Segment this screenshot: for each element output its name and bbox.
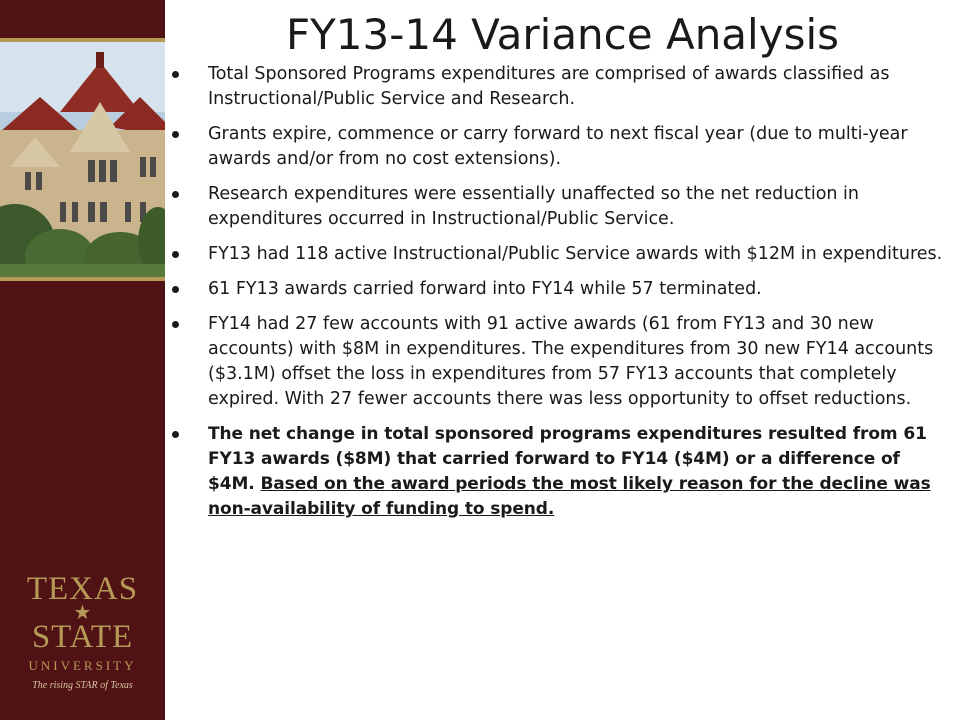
bullet-text: Total Sponsored Programs expenditures are comprised of awards classified as Instructional/Public Service and Research. (208, 64, 890, 109)
sidebar (0, 0, 165, 720)
logo-state: STATE (31, 619, 134, 655)
bullet-text: FY13 had 118 active Instructional/Public Service awards with $12M in expenditures. (208, 244, 943, 264)
bullet-icon (172, 71, 179, 78)
university-logo (10, 572, 155, 691)
conclusion-underlined-text: Based on the award periods the most likely reason for the decline was non-availability of funding to spend. (208, 474, 931, 519)
conclusion-bullet (172, 422, 952, 522)
bullet-icon (172, 431, 179, 438)
building-illustration (0, 42, 165, 277)
logo-tagline: The rising STAR of Texas (32, 680, 133, 691)
bullet-icon (172, 131, 179, 138)
logo-texas: TEXAS (26, 571, 139, 607)
bullet-icon (172, 286, 179, 293)
bullet-item (172, 122, 952, 172)
conclusion-text: The net change in total sponsored programs expenditures resulted from 61 FY13 awards ($8M) that carried forward to FY14 ($4M) or a difference of $4M. (208, 424, 927, 494)
bullet-text: Research expenditures were essentially unaffected so the net reduction in expenditures occurred in Instructional/Public Service. (208, 184, 860, 229)
bullet-list (172, 62, 952, 532)
bullet-item (172, 242, 952, 267)
bullet-item (172, 182, 952, 232)
bullet-icon (172, 321, 179, 328)
bullet-text: FY14 had 27 few accounts with 91 active awards (61 from FY13 and 30 new accounts) with $8M in expenditures. The expenditures from 30 new FY14 accounts ($3.1M) offset the loss in expenditures from 57 FY13 accounts that completely expired. With 27 fewer accounts there was less opportunity to offset reductions. (208, 314, 934, 409)
bullet-item (172, 277, 952, 302)
bullet-icon (172, 191, 179, 198)
bullet-item (172, 62, 952, 112)
bullet-item (172, 312, 952, 412)
bullet-text: 61 FY13 awards carried forward into FY14 while 57 terminated. (208, 279, 762, 299)
logo-university: UNIVERSITY (28, 658, 137, 673)
slide-title: FY13-14 Variance Analysis (285, 10, 840, 59)
bullet-icon (172, 251, 179, 258)
star-icon: ★ (73, 602, 92, 624)
campus-building-photo (0, 38, 165, 281)
bullet-text: Grants expire, commence or carry forward to next fiscal year (due to multi-year awards and/or from no cost extensions). (208, 124, 908, 169)
